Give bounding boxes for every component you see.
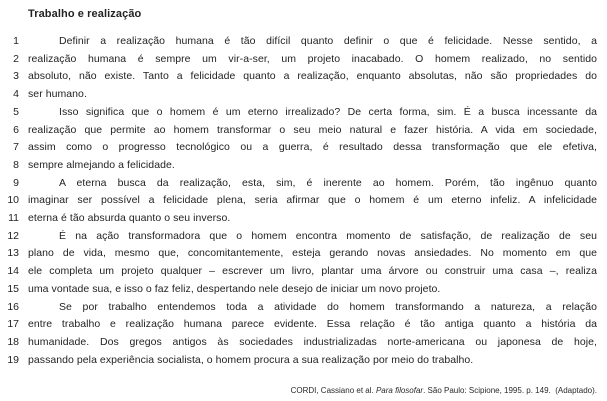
line-text: ser humano. xyxy=(28,88,87,101)
citation-work-title: Para filosofar xyxy=(375,386,424,396)
text-line xyxy=(2,139,597,157)
line-text: humanidade. Dos gregos antigos às sociedades industrializadas norte-americana ou japonesa de hoje, xyxy=(28,335,597,348)
line-text: Definir a realização humana é tão difícil quanto definir o que é felicidade. Nesse sentido, a xyxy=(59,35,597,47)
line-number: 13 xyxy=(7,247,19,260)
citation-details: . São Paulo: Scipione, 1995. p. 149. (Adaptado). xyxy=(423,386,597,396)
text-line xyxy=(2,122,597,140)
line-text: eterna é tão absurda quanto o seu inverso. xyxy=(28,212,231,225)
line-text: A eterna busca da realização, esta, sim, é inerente ao homem. Porém, tão ingênuo quanto xyxy=(59,176,597,189)
line-number: 1 xyxy=(13,35,19,47)
page-title: Trabalho e realização xyxy=(28,8,142,20)
line-text: É na ação transformadora que o homem encontra momento de satisfação, de realização de seu xyxy=(59,229,597,242)
line-number: 2 xyxy=(13,52,19,65)
line-number: 6 xyxy=(13,123,19,136)
line-number: 5 xyxy=(13,105,19,118)
line-number: 7 xyxy=(13,141,19,154)
text-line xyxy=(2,33,597,51)
line-number: 15 xyxy=(7,282,19,295)
line-number: 8 xyxy=(13,158,19,171)
text-line xyxy=(2,86,597,104)
line-number: 9 xyxy=(13,176,19,189)
citation-authors: CORDI, Cassiano et al. xyxy=(290,386,376,396)
text-line xyxy=(2,352,597,370)
line-number: 10 xyxy=(7,194,19,207)
text-line xyxy=(2,104,597,122)
text-line xyxy=(2,192,597,210)
text-body xyxy=(2,33,597,369)
line-text: absoluto, não existe. Tanto a felicidade quanto a realização, enquanto absolutas, não são propriedades do xyxy=(28,70,597,83)
line-text: ele completa um projeto qualquer – escrever um livro, plantar uma árvore ou construir uma casa –, realiza xyxy=(28,265,597,278)
line-text: plano de vida, mesmo que, concomitantemente, esteja gerando novas ansiedades. No momento em que xyxy=(28,247,597,260)
line-text: realização humana é sempre um vir-a-ser, um projeto inacabado. O homem realizado, no sentido xyxy=(28,52,597,65)
citation xyxy=(2,386,597,396)
line-number: 18 xyxy=(7,335,19,348)
text-line xyxy=(2,51,597,69)
line-number: 14 xyxy=(7,265,19,278)
text-line xyxy=(2,245,597,263)
line-number: 19 xyxy=(7,353,19,366)
line-number: 11 xyxy=(8,212,19,225)
line-number: 17 xyxy=(7,318,19,331)
line-text: sempre almejando a felicidade. xyxy=(28,158,175,171)
line-number: 3 xyxy=(13,70,19,83)
line-text: uma vontade sua, e isso o faz feliz, despertando nele desejo de iniciar um novo projeto. xyxy=(28,282,441,295)
line-number: 16 xyxy=(7,300,19,313)
text-line xyxy=(2,228,597,246)
line-text: realização que permite ao homem transformar o seu meio natural e fazer história. A vida em sociedade, xyxy=(28,123,597,136)
text-line xyxy=(2,263,597,281)
line-number: 4 xyxy=(13,88,19,101)
line-text: assim como o progresso tecnológico ou a guerra, é resultado dessa transformação que ele efetiva, xyxy=(28,141,597,154)
text-line xyxy=(2,175,597,193)
line-text: Isso significa que o homem é um eterno irrealizado? De certa forma, sim. É a busca incessante da xyxy=(59,105,597,118)
text-line xyxy=(2,299,597,317)
text-line xyxy=(2,68,597,86)
line-number: 12 xyxy=(7,229,19,242)
line-text: imaginar ser possível a felicidade plena, seria afirmar que o homem é um eterno infeliz. A infelicidade xyxy=(28,194,597,207)
text-line xyxy=(2,157,597,175)
line-text: entre trabalho e realização humana parece evidente. Essa relação é tão antiga quanto a história da xyxy=(28,318,597,331)
line-text: Se por trabalho entendemos toda a atividade do homem transformando a natureza, a relação xyxy=(59,300,597,313)
text-line xyxy=(2,316,597,334)
text-line xyxy=(2,281,597,299)
line-text: passando pela experiência socialista, o homem procura a sua realização por meio do trabalho. xyxy=(28,353,474,366)
text-line xyxy=(2,334,597,352)
text-line xyxy=(2,210,597,228)
